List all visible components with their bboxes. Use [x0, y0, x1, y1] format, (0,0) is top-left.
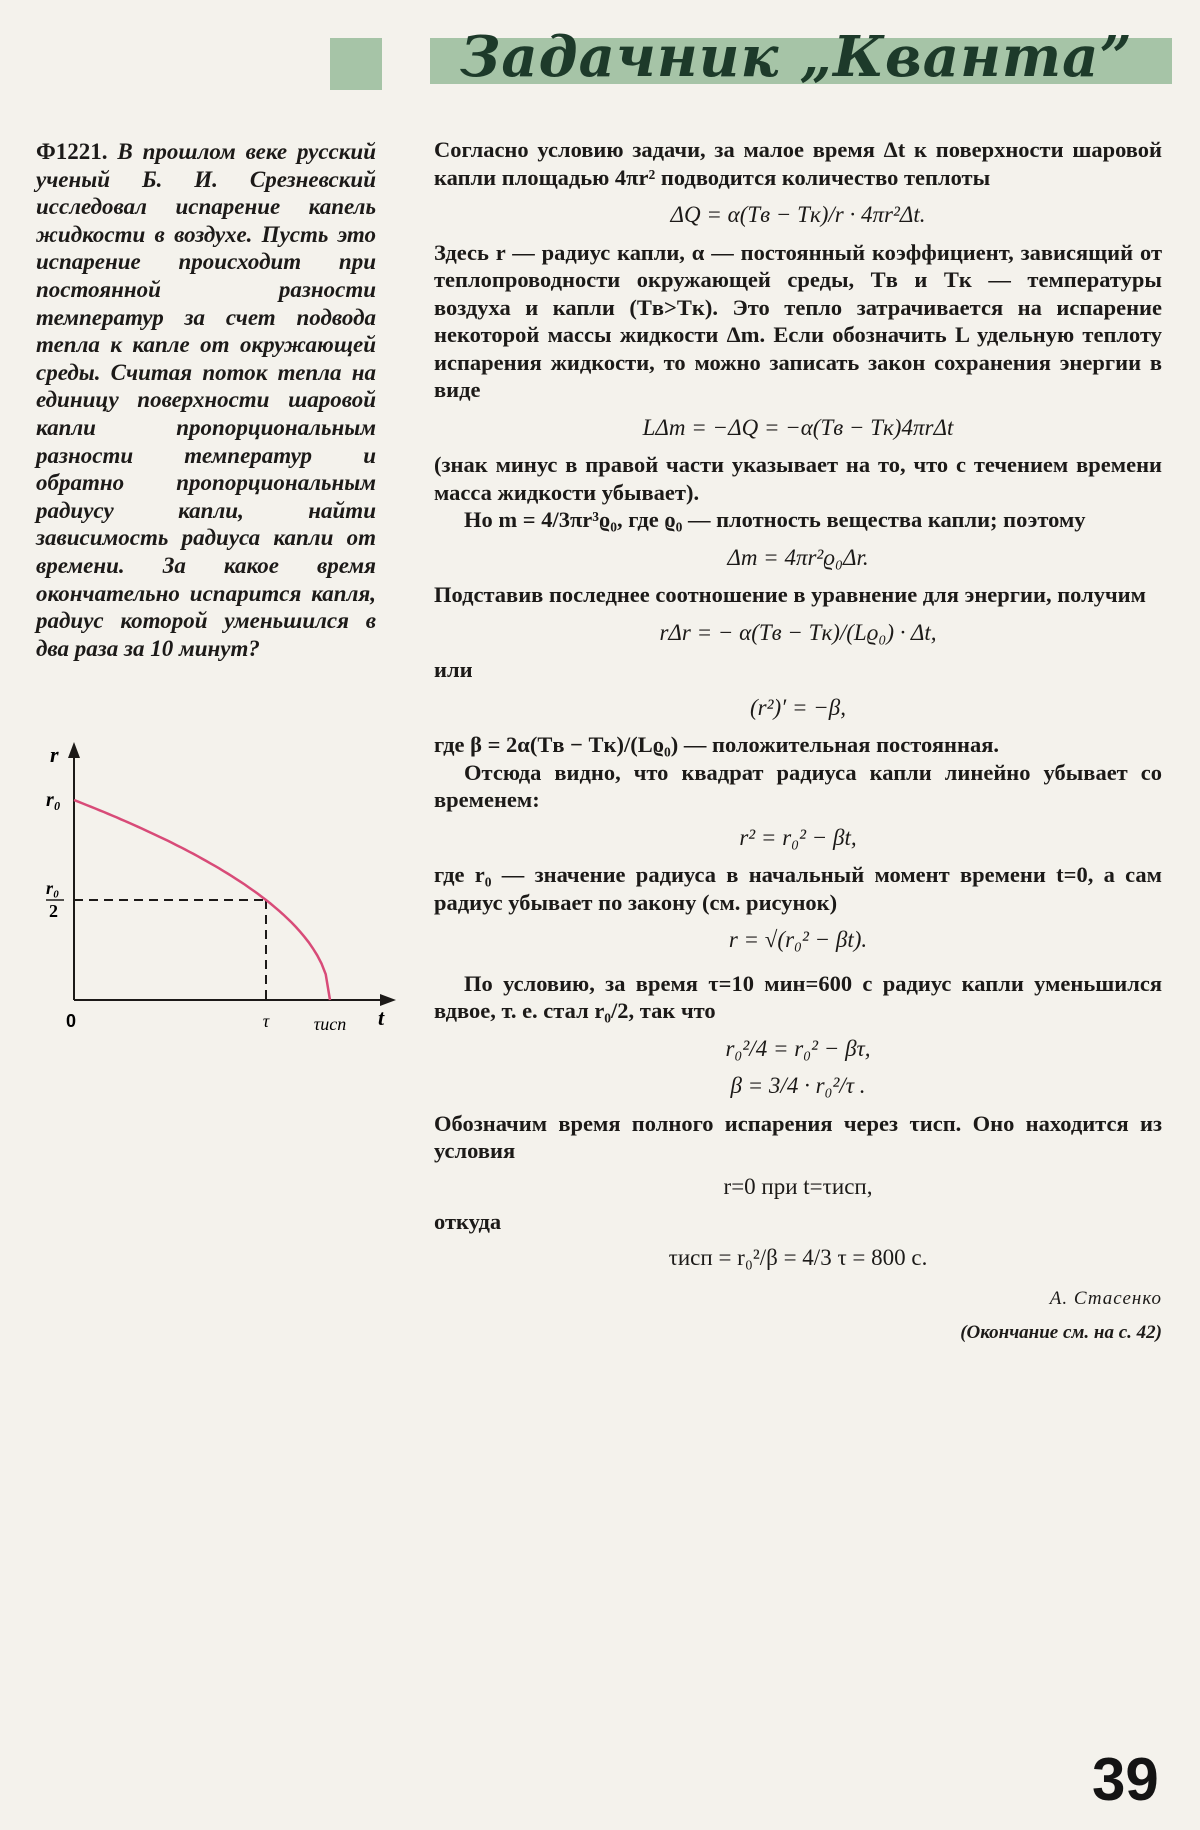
- tick-label-half-numerator: r₀: [46, 878, 60, 898]
- author: А. Стасенко: [1049, 1288, 1162, 1309]
- tick-label-tau-evap: τисп: [313, 1014, 347, 1034]
- tick-label-tau: τ: [262, 1011, 270, 1031]
- header-accent-square: [330, 38, 382, 90]
- section-title: Задачник „Кванта”: [460, 24, 1133, 90]
- solution-paragraph: или: [434, 657, 473, 682]
- y-axis-arrow: [68, 742, 80, 758]
- solution-paragraph: По условию, за время τ=10 мин=600 с радиус капли уменьшился вдвое, т. е. стал r₀/2, так что: [434, 970, 1162, 1023]
- equation-heat: ΔQ = α(Tв − Tк)/r · 4πr²Δt.: [670, 202, 926, 227]
- solution-paragraph: Обозначим время полного испарения через τисп. Оно находится из условия: [434, 1110, 1162, 1163]
- tick-label-half-denominator: 2: [49, 901, 58, 921]
- equation-derivative: (r²)′ = −β,: [750, 694, 846, 720]
- equation-r-squared: r² = r₀² − βt,: [739, 824, 857, 850]
- equation-energy: LΔm = −ΔQ = −α(Tв − Tк)4πrΔt: [642, 414, 954, 440]
- solution-paragraph: Но m = 4/3πr³ϱ₀, где ϱ₀ — плотность вещества капли; поэтому: [464, 507, 1086, 532]
- section-banner: [430, 24, 1172, 90]
- solution-paragraph: где r₀ — значение радиуса в начальный момент времени t=0, а сам радиус убывает по закону (см. рисунок): [434, 862, 1162, 915]
- problem-text: В прошлом веке русский ученый Б. И. Срезневский исследовал испарение капель жидкости в воздухе. Пусть это испарение происходит при постоянной разности температур за счет подвода тепла к капле от окружающей среды. Считая поток тепла на единицу поверхности шаровой капли пропорциональным разности температур и обратно пропорциональным радиусу капли, найти зависимость радиуса капли от времени. За какое время окончательно испарится капля, радиус которой уменьшился в два раза за 10 минут?: [36, 139, 376, 661]
- tick-label-origin: 0: [66, 1011, 77, 1031]
- solution-paragraph: (знак минус в правой части указывает на то, что с течением времени масса жидкости убывает).: [434, 452, 1162, 505]
- solution: [434, 136, 1162, 1346]
- solution-paragraph: Отсюда видно, что квадрат радиуса капли линейно убывает со временем:: [434, 759, 1162, 812]
- solution-paragraph: Здесь r — радиус капли, α — постоянный коэффициент, зависящий от теплопроводности окружающей среды, Tв и Tк — температуры воздуха и капли (Tв>Tк). Это тепло затрачивается на испарение некоторой массы жидкости Δm. Если обозначить L удельную теплоту испарения жидкости, то можно записать закон сохранения энергии в виде: [434, 239, 1162, 402]
- problem-statement: [36, 138, 376, 662]
- y-axis-label: r: [50, 742, 59, 767]
- solution-paragraph: Согласно условию задачи, за малое время Δt к поверхности шаровой капли площадью 4πr² подводится количество теплоты: [434, 137, 1162, 190]
- equation-r-sqrt: r = √(r₀² − βt).: [728, 927, 868, 952]
- equation-mass: Δm = 4πr²ϱ₀Δr.: [727, 544, 869, 570]
- solution-paragraph: Подставив последнее соотношение в уравнение для энергии, получим: [434, 582, 1146, 607]
- problem-number: Ф1221.: [36, 139, 108, 164]
- tick-label-r0: r₀: [46, 789, 61, 811]
- continuation-note: (Окончание см. на с. 42): [960, 1321, 1162, 1343]
- equation-rdr: rΔr = − α(Tв − Tк)/(Lϱ₀) · Δt,: [659, 619, 937, 645]
- x-axis-label: t: [378, 1005, 385, 1030]
- solution-paragraph: где β = 2α(Tв − Tк)/(Lϱ₀) — положительная постоянная.: [434, 732, 1000, 757]
- equation-beta: β = 3/4 · r₀²/τ .: [730, 1073, 866, 1098]
- page-number: 39: [1092, 1746, 1159, 1813]
- solution-paragraph: откуда: [434, 1209, 502, 1234]
- equation-condition: r=0 при t=τисп,: [723, 1173, 873, 1199]
- radius-time-graph: [40, 740, 400, 1040]
- equation-result: τисп = r₀²/β = 4/3 τ = 800 с.: [668, 1244, 928, 1270]
- equation-half-radius: r₀²/4 = r₀² − βτ,: [725, 1035, 871, 1061]
